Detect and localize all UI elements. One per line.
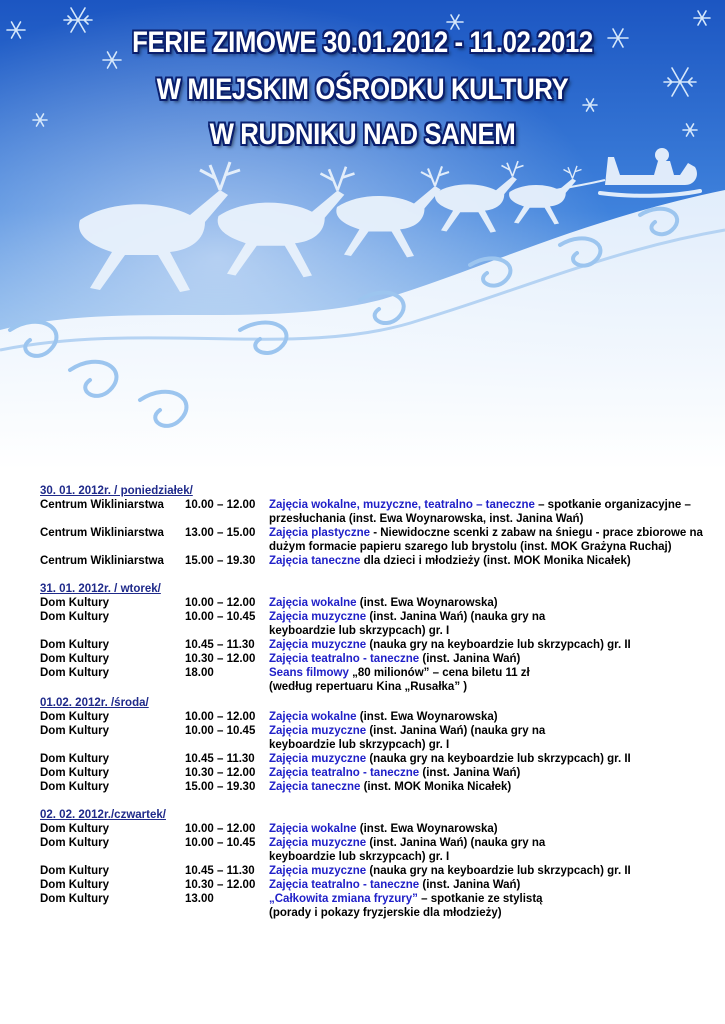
winter-banner xyxy=(0,0,725,470)
detail: - Niewidoczne scenki z zabaw na śniegu - prace zbiorowe na dużym formacie papieru szarego lub brystolu (inst. MOK Grażyna Ruchaj) xyxy=(269,527,703,553)
time: 10.00 – 12.00 xyxy=(185,711,256,723)
schedule-row xyxy=(40,780,710,794)
time: 10.30 – 12.00 xyxy=(185,653,256,665)
venue: Centrum Wikliniarstwa xyxy=(40,527,164,539)
description xyxy=(269,864,709,878)
time: 18.00 xyxy=(185,667,214,679)
activity: Zajęcia muzyczne xyxy=(269,725,367,737)
venue: Centrum Wikliniarstwa xyxy=(40,555,164,567)
time: 10.45 – 11.30 xyxy=(185,865,255,877)
venue: Dom Kultury xyxy=(40,611,109,623)
activity: Zajęcia muzyczne xyxy=(269,639,367,651)
detail: (inst. Ewa Woynarowska) xyxy=(356,823,498,835)
time: 15.00 – 19.30 xyxy=(185,555,256,567)
venue: Dom Kultury xyxy=(40,711,109,723)
schedule-row xyxy=(40,724,710,752)
activity: Zajęcia wokalne xyxy=(269,711,357,723)
activity: Zajęcia wokalne xyxy=(269,823,357,835)
detail: (inst. Janina Wań) xyxy=(419,653,521,665)
time: 10.45 – 11.30 xyxy=(185,639,255,651)
venue: Dom Kultury xyxy=(40,639,109,651)
description xyxy=(269,724,569,752)
schedule-row xyxy=(40,892,710,920)
detail: – spotkanie ze stylistą (porady i pokazy fryzjerskie dla młodzieży) xyxy=(269,893,543,919)
venue: Centrum Wikliniarstwa xyxy=(40,499,164,511)
venue: Dom Kultury xyxy=(40,893,109,905)
description xyxy=(269,610,569,638)
schedule-row xyxy=(40,666,710,694)
detail: (inst. Janina Wań) xyxy=(419,879,521,891)
time: 10.00 – 10.45 xyxy=(185,611,256,623)
day-header: 31. 01. 2012r. / wtorek/ xyxy=(40,583,161,595)
day-block xyxy=(40,484,710,568)
description xyxy=(269,498,709,526)
schedule-row xyxy=(40,638,710,652)
detail: dla dzieci i młodzieży (inst. MOK Monika Nicałek) xyxy=(360,555,631,567)
time: 10.00 – 12.00 xyxy=(185,597,256,609)
schedule-row xyxy=(40,652,710,666)
time: 10.00 – 12.00 xyxy=(185,823,256,835)
detail: „80 milionów” – cena biletu 11 zł (według repertuaru Kina „Rusałka” ) xyxy=(269,667,530,693)
venue: Dom Kultury xyxy=(40,725,109,737)
title-line-3: W RUDNIKU NAD SANEM xyxy=(209,118,516,151)
time: 10.45 – 11.30 xyxy=(185,753,255,765)
description xyxy=(269,526,709,554)
schedule-row xyxy=(40,864,710,878)
description xyxy=(269,752,709,766)
schedule-row xyxy=(40,752,710,766)
activity: Zajęcia muzyczne xyxy=(269,611,367,623)
venue: Dom Kultury xyxy=(40,781,109,793)
description xyxy=(269,554,709,568)
description xyxy=(269,638,709,652)
activity: Zajęcia plastyczne xyxy=(269,527,370,539)
activity: „Całkowita zmiana fryzury” xyxy=(269,893,418,905)
activity: Zajęcia wokalne xyxy=(269,597,357,609)
day-block xyxy=(40,696,710,794)
schedule-row xyxy=(40,878,710,892)
schedule-row xyxy=(40,498,710,526)
time: 10.00 – 10.45 xyxy=(185,725,256,737)
schedule-row xyxy=(40,610,710,638)
venue: Dom Kultury xyxy=(40,879,109,891)
detail: (nauka gry na keyboardzie lub skrzypcach) gr. II xyxy=(366,865,631,877)
schedule-row xyxy=(40,766,710,780)
time: 15.00 – 19.30 xyxy=(185,781,256,793)
venue: Dom Kultury xyxy=(40,865,109,877)
day-header: 02. 02. 2012r./czwartek/ xyxy=(40,809,166,821)
venue: Dom Kultury xyxy=(40,653,109,665)
activity: Zajęcia taneczne xyxy=(269,781,361,793)
activity: Zajęcia muzyczne xyxy=(269,837,367,849)
detail: (inst. Janina Wań) (nauka gry na keyboardzie lub skrzypcach) gr. I xyxy=(269,725,546,751)
activity: Zajęcia teatralno - taneczne xyxy=(269,767,420,779)
description xyxy=(269,666,569,694)
banner-illustration xyxy=(0,0,725,470)
time: 13.00 xyxy=(185,893,214,905)
detail: (inst. Ewa Woynarowska) xyxy=(356,711,498,723)
activity: Seans filmowy xyxy=(269,667,349,679)
detail: (inst. Janina Wań) (nauka gry na keyboardzie lub skrzypcach) gr. I xyxy=(269,611,546,637)
time: 13.00 – 15.00 xyxy=(185,527,256,539)
description xyxy=(269,892,569,920)
schedule-row xyxy=(40,596,710,610)
time: 10.30 – 12.00 xyxy=(185,767,256,779)
description xyxy=(269,766,709,780)
title-line-2: W MIEJSKIM OŚRODKU KULTURY xyxy=(156,73,569,106)
venue: Dom Kultury xyxy=(40,837,109,849)
venue: Dom Kultury xyxy=(40,753,109,765)
detail: (inst. Janina Wań) xyxy=(419,767,521,779)
venue: Dom Kultury xyxy=(40,767,109,779)
detail: (inst. MOK Monika Nicałek) xyxy=(360,781,512,793)
schedule-row xyxy=(40,822,710,836)
schedule-row xyxy=(40,836,710,864)
detail: (nauka gry na keyboardzie lub skrzypcach) gr. II xyxy=(366,639,631,651)
schedule xyxy=(40,484,710,934)
time: 10.30 – 12.00 xyxy=(185,879,256,891)
activity: Zajęcia teatralno - taneczne xyxy=(269,879,420,891)
detail: (inst. Janina Wań) (nauka gry na keyboardzie lub skrzypcach) gr. I xyxy=(269,837,546,863)
description xyxy=(269,710,709,724)
description xyxy=(269,836,569,864)
activity: Zajęcia taneczne xyxy=(269,555,361,567)
title-line-1: FERIE ZIMOWE 30.01.2012 - 11.02.2012 xyxy=(132,26,593,59)
venue: Dom Kultury xyxy=(40,667,109,679)
description xyxy=(269,878,709,892)
day-header: 01.02. 2012r. /środa/ xyxy=(40,697,149,709)
description xyxy=(269,780,709,794)
time: 10.00 – 12.00 xyxy=(185,499,256,511)
activity: Zajęcia muzyczne xyxy=(269,865,367,877)
time: 10.00 – 10.45 xyxy=(185,837,256,849)
description xyxy=(269,596,709,610)
activity: Zajęcia muzyczne xyxy=(269,753,367,765)
venue: Dom Kultury xyxy=(40,597,109,609)
day-block xyxy=(40,582,710,694)
detail: (inst. Ewa Woynarowska) xyxy=(356,597,498,609)
activity: Zajęcia wokalne, muzyczne, teatralno – taneczne xyxy=(269,499,535,511)
venue: Dom Kultury xyxy=(40,823,109,835)
schedule-row xyxy=(40,526,710,554)
detail: – spotkanie organizacyjne – przesłuchania (inst. Ewa Woynarowska, inst. Janina Wań) xyxy=(269,499,691,525)
description xyxy=(269,652,709,666)
schedule-row xyxy=(40,710,710,724)
detail: (nauka gry na keyboardzie lub skrzypcach) gr. II xyxy=(366,753,631,765)
schedule-row xyxy=(40,554,710,568)
activity: Zajęcia teatralno - taneczne xyxy=(269,653,420,665)
day-block xyxy=(40,808,710,920)
description xyxy=(269,822,709,836)
day-header: 30. 01. 2012r. / poniedziałek/ xyxy=(40,485,193,497)
